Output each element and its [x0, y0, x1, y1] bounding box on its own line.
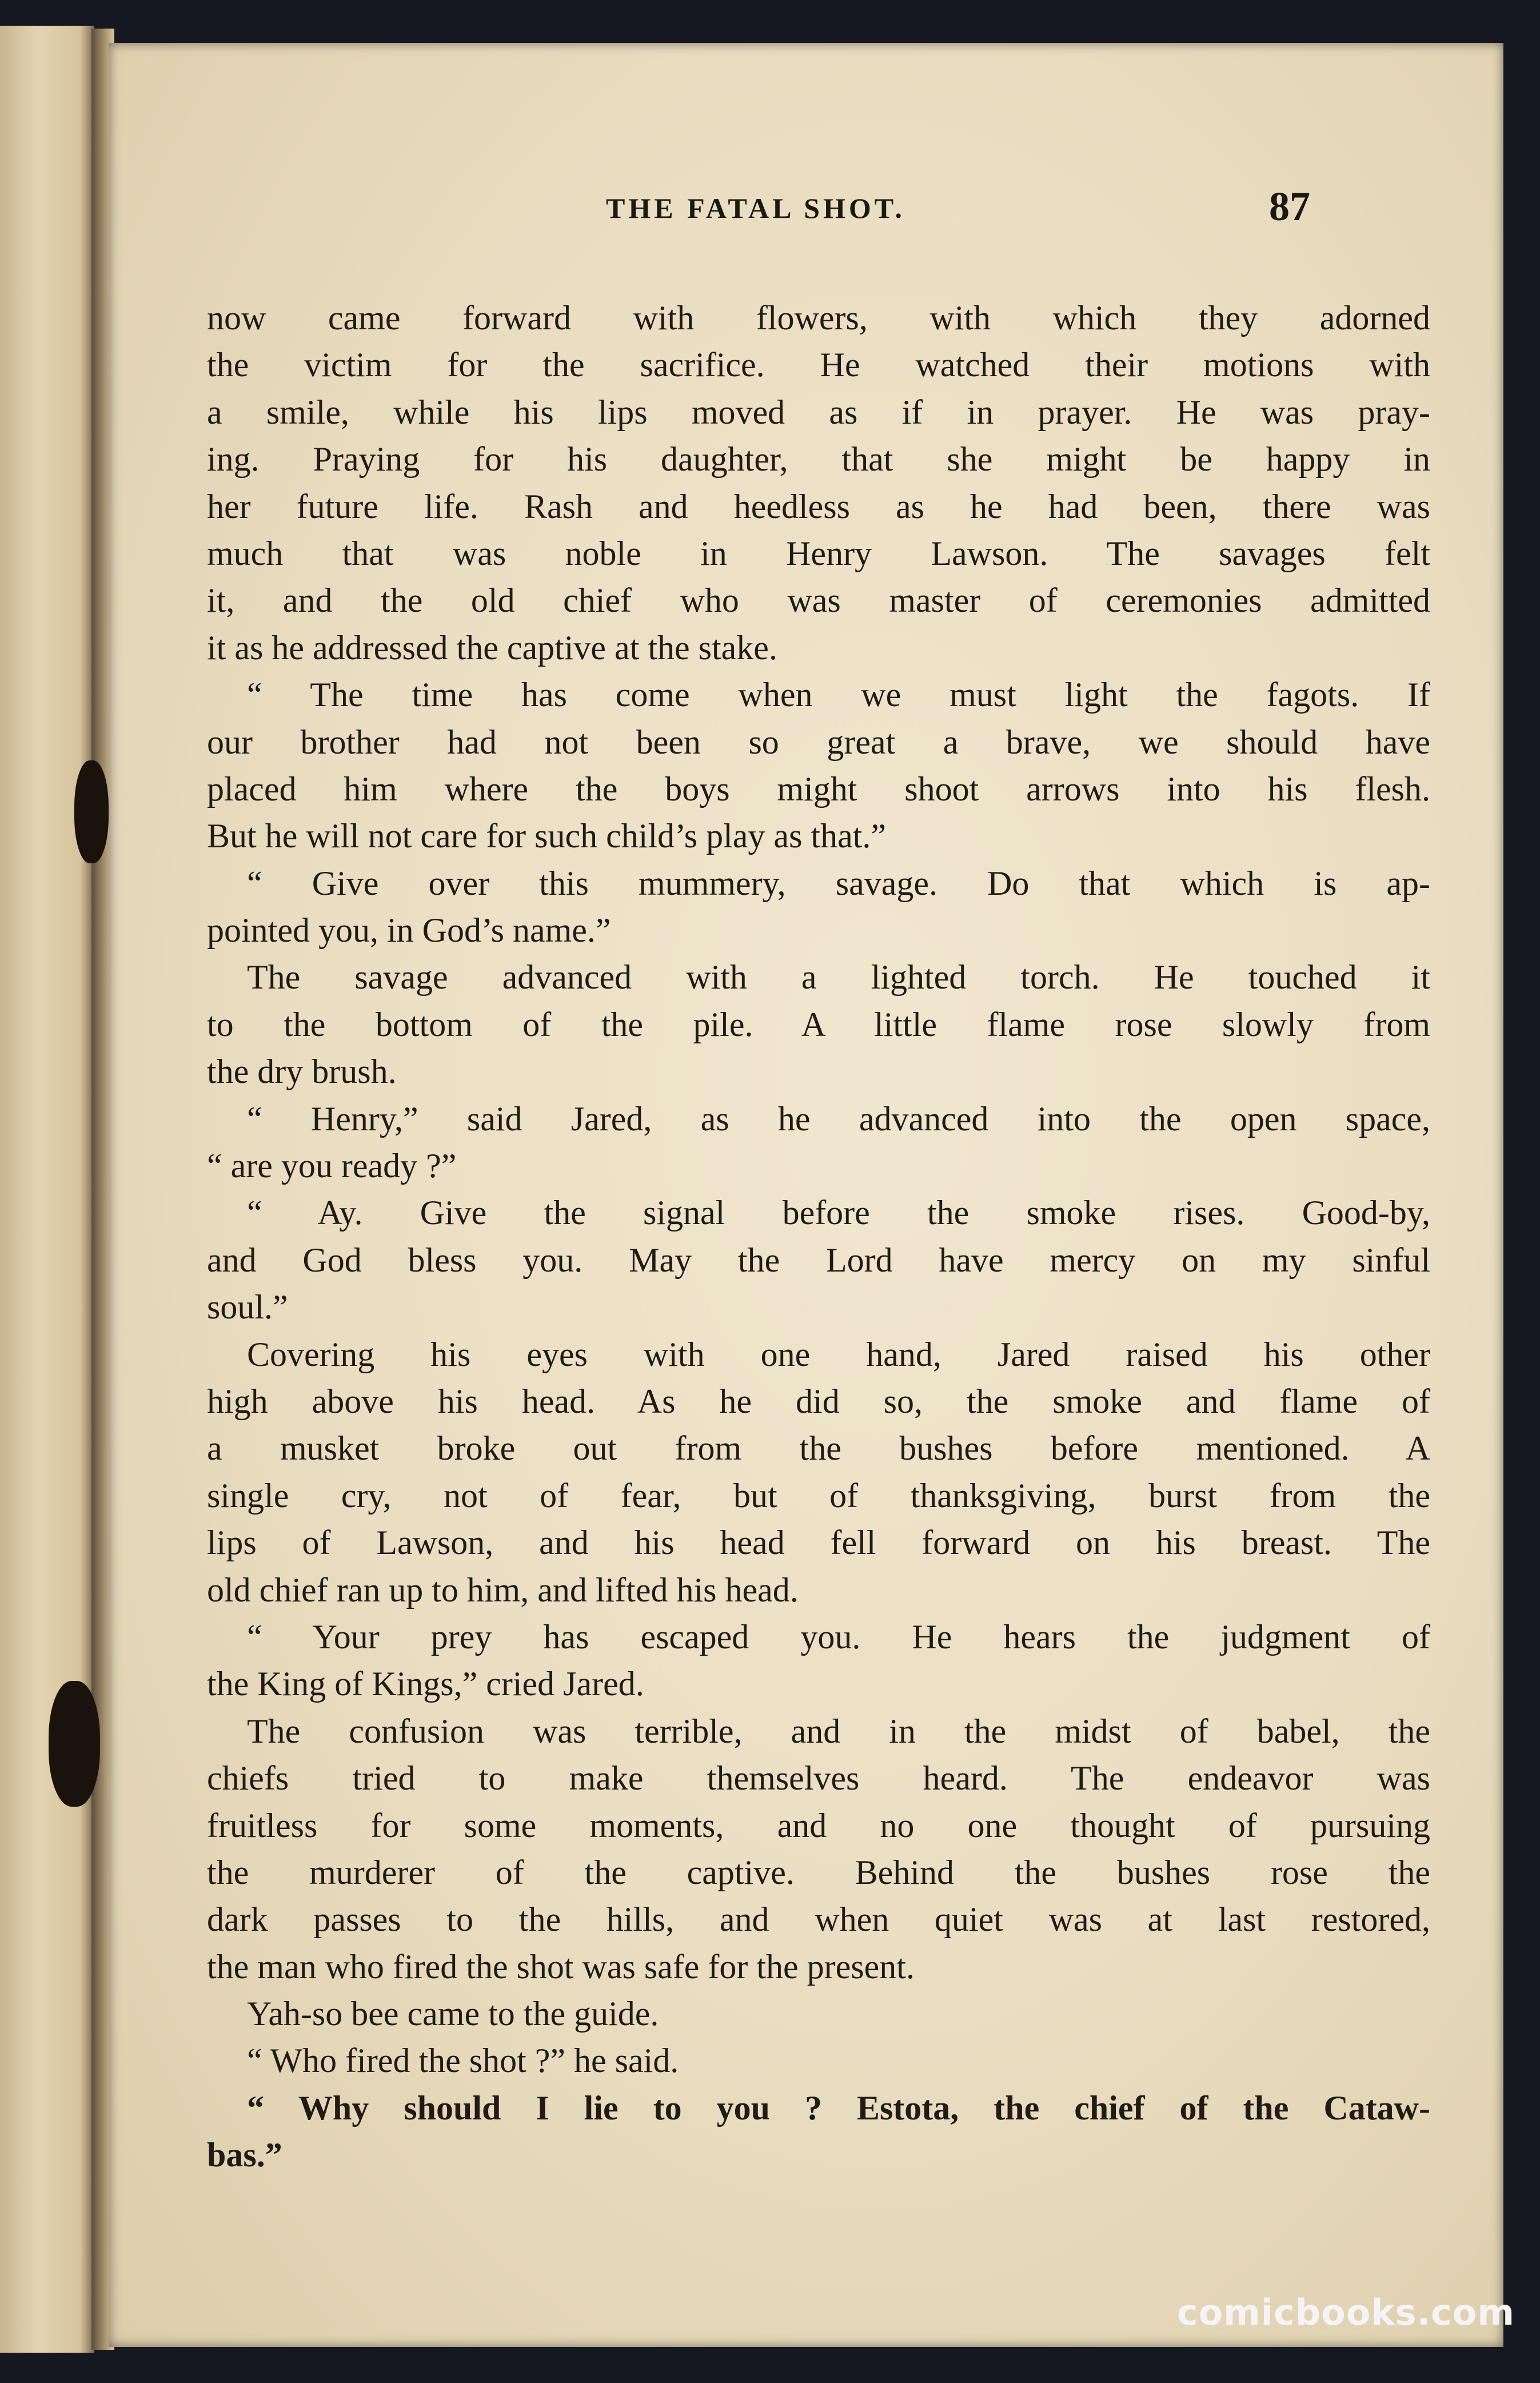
text-line: Yah-so bee came to the guide. [247, 1995, 659, 2033]
text-line: lips of Lawson, and his head fell forward on his breast. The [207, 1524, 1430, 1562]
text-line: a musket broke out from the bushes before mentioned. A [207, 1429, 1430, 1468]
text-line: Covering his eyes with one hand, Jared raised his other [247, 1335, 1430, 1373]
text-line: a smile, while his lips moved as if in prayer. He was pray- [207, 393, 1430, 431]
text-line: “ Who fired the shot ?” he said. [247, 2042, 679, 2080]
text-line: it as he addressed the captive at the stake. [207, 628, 777, 667]
text-line: “ Ay. Give the signal before the smoke rises. Good-by, [247, 1194, 1430, 1232]
text-line: and God bless you. May the Lord have mercy on my sinful [207, 1241, 1430, 1279]
watermark: comicbooks.com [1176, 2292, 1515, 2333]
text-line: the dry brush. [207, 1053, 397, 1091]
text-line: The savage advanced with a lighted torch. He touched it [247, 958, 1430, 997]
text-line: chiefs tried to make themselves heard. The endeavor was [207, 1759, 1430, 1798]
text-line: the King of Kings,” cried Jared. [207, 1665, 644, 1703]
text-line: “ Your prey has escaped you. He hears the judgment of [247, 1617, 1430, 1656]
text-line: to the bottom of the pile. A little flame rose slowly from [207, 1005, 1430, 1043]
book-page [109, 43, 1503, 2347]
text-line: our brother had not been so great a brave, we should have [207, 723, 1430, 761]
text-line: “ Why should I lie to you ? Estota, the chief of the Cataw- [247, 2089, 1430, 2127]
running-title: THE FATAL SHOT. [606, 192, 905, 224]
text-line: placed him where the boys might shoot arrows into his flesh. [207, 770, 1430, 808]
text-line: now came forward with flowers, with which they adorned [207, 299, 1430, 337]
ink-stain [49, 1681, 100, 1807]
text-line: much that was noble in Henry Lawson. The savages felt [207, 534, 1430, 572]
text-line: “ Give over this mummery, savage. Do that which is ap- [247, 864, 1430, 902]
text-line: But he will not care for such child’s play as that.” [207, 817, 887, 855]
text-line: “ are you ready ?” [207, 1147, 457, 1185]
text-line: the murderer of the captive. Behind the bushes rose the [207, 1853, 1430, 1891]
text-line: it, and the old chief who was master of ceremonies admitted [207, 581, 1430, 620]
text-line: ing. Praying for his daughter, that she might be happy in [207, 440, 1430, 479]
text-line: “ The time has come when we must light the fagots. If [247, 676, 1430, 714]
text-line: soul.” [207, 1288, 288, 1326]
text-line: single cry, not of fear, but of thanksgiving, burst from the [207, 1476, 1430, 1515]
body-text [207, 294, 1430, 2179]
text-line: The confusion was terrible, and in the midst of babel, the [247, 1712, 1430, 1750]
page-header [109, 169, 1503, 237]
text-line: dark passes to the hills, and when quiet was at last restored, [207, 1900, 1430, 1939]
text-line: pointed you, in God’s name.” [207, 911, 611, 950]
facing-page-edge [0, 26, 94, 2353]
text-line: high above his head. As he did so, the smoke and flame of [207, 1382, 1430, 1420]
text-line: bas.” [207, 2136, 282, 2174]
text-line: fruitless for some moments, and no one thought of pursuing [207, 1806, 1430, 1844]
ink-stain [74, 760, 109, 863]
text-line: the man who fired the shot was safe for the present. [207, 1947, 915, 1986]
text-line: her future life. Rash and heedless as he had been, there was [207, 487, 1430, 525]
text-line: “ Henry,” said Jared, as he advanced into the open space, [247, 1099, 1430, 1138]
text-line: the victim for the sacrifice. He watched their motions with [207, 346, 1430, 384]
text-line: old chief ran up to him, and lifted his head. [207, 1571, 799, 1609]
page-number: 87 [1269, 184, 1310, 229]
